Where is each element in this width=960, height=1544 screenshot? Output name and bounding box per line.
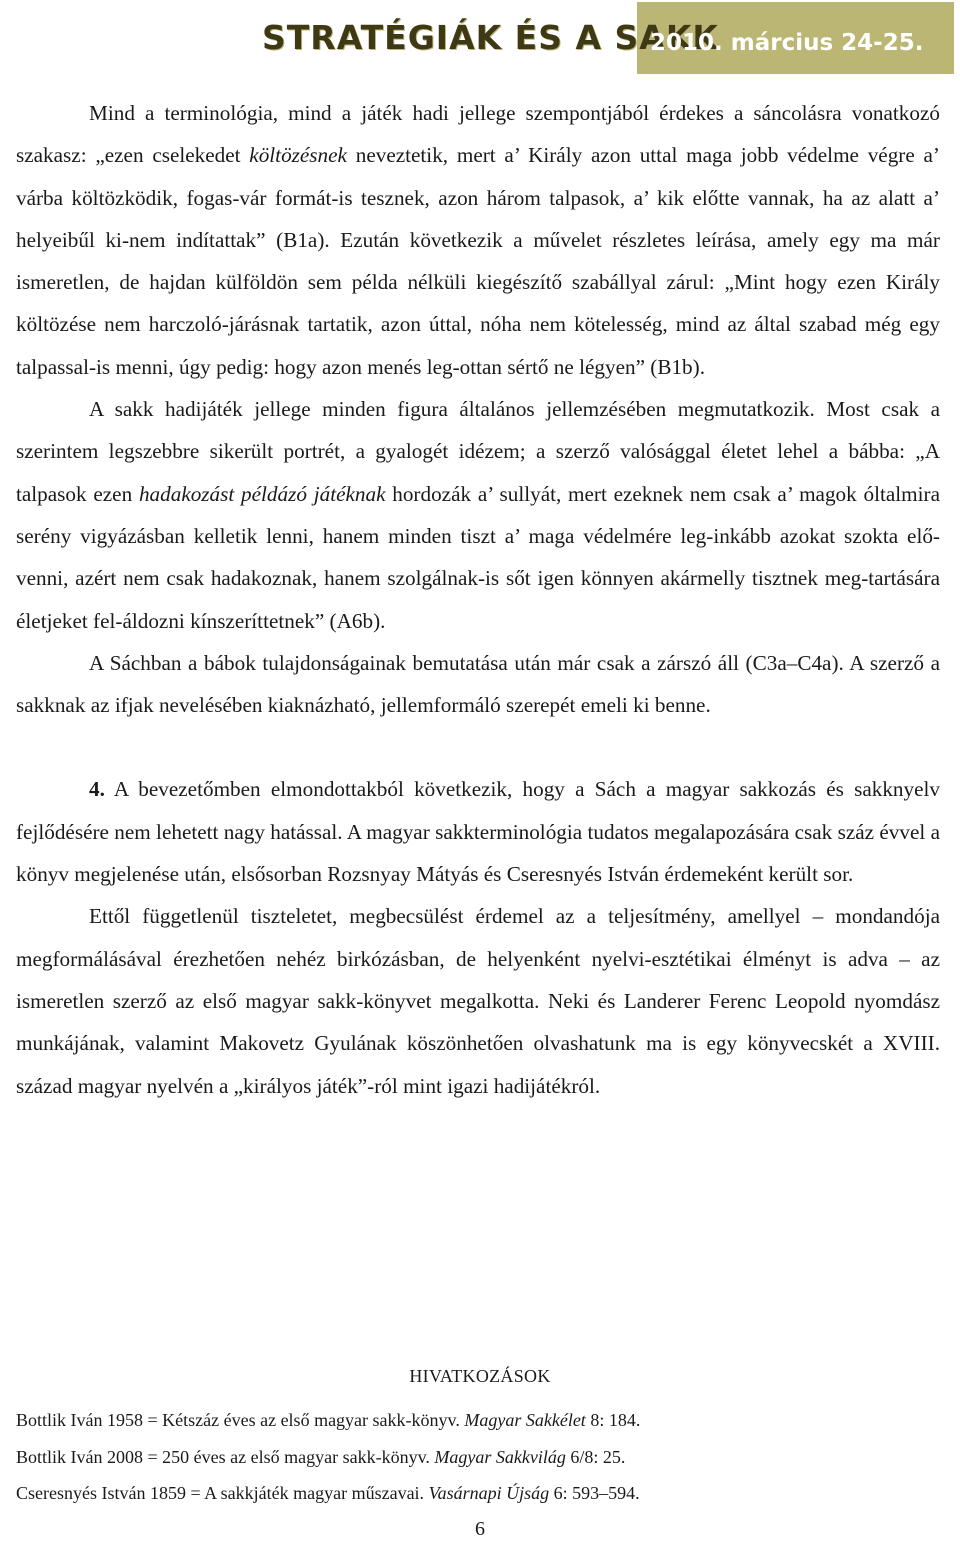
body-text <box>16 92 940 1107</box>
paragraph-2: A sakk hadijáték jellege minden figura általános jellemzésében megmutatkozik. Most csak a szerintem legszebbre sikerült portrét, a gyalogét idézem; a szerző valósággal életet lehel a bábba: „A talpasok ezen hadakozást példázó játéknak hordozák a’ sullyát, mert ezeknek nem csak a’ magok óltalmira serény vigyázásban kelletik lenni, hanem minden tiszt a’ maga védelmére leg-inkább azokat szokta elő-venni, azért nem csak hadakoznak, hanem szolgálnak-is sőt igen könnyen akármelly tisztnek meg-tartására életjeket fel-áldozni kínszeríttetnek” (A6b). <box>16 397 940 633</box>
header-title: STRATÉGIÁK ÉS A SAKK <box>262 18 719 57</box>
italic-phrase: hadakozást példázó játéknak <box>138 481 386 506</box>
references-list <box>16 1402 940 1512</box>
paragraph-1: Mind a terminológia, mind a játék hadi jellege szempontjából érdekes a sáncolásra vonatkozó szakasz: „ezen cselekedet költözésnek neveztetik, mert a’ Király azon uttal maga jobb védelme végre a’ várba költözködik, fogas-vár formát-is tesznek, azon három talpasok, a’ kik előtte vannak, ha az alatt a’ helyeibűl ki-nem indítattak” (B1a). Ezután következik a művelet részletes leírása, amely egy ma már ismeretlen, de hajdan külföldön sem példa nélküli kiegészítő szabállyal zárul: „Mint hogy ezen Király költözése nem harczoló-járásnak tartatik, azon úttal, nóha nem kötelesség, mind az által szabad még egy talpassal-is menni, úgy pedig: hogy azon menés leg-ottan sértő ne légyen” (B1b). <box>16 101 940 379</box>
paragraph-3: A Sáchban a bábok tulajdonságainak bemutatása után már csak a zárszó áll (C3a–C4a). A szerző a sakknak az ifjak nevelésében kiaknázható, jellemformáló szerepét emeli ki benne. <box>16 650 940 718</box>
section-gap <box>16 726 940 768</box>
italic-term: költözésnek <box>249 143 347 168</box>
page-header <box>0 0 960 80</box>
reference-item: Cseresnyés István 1859 = A sakkjáték magyar műszavai. Vasárnapi Újság 6: 593–594. <box>16 1483 640 1503</box>
reference-item: Bottlik Iván 1958 = Kétszáz éves az első magyar sakk-könyv. Magyar Sakkélet 8: 184. <box>16 1410 641 1430</box>
page-number: 6 <box>475 1518 485 1540</box>
paragraph-5: Ettől függetlenül tiszteletet, megbecsülést érdemel az a teljesítmény, amellyel – mondandója megformálásával érezhetően nehéz birkózásban, de helyenként nyelvi-esztétikai élményt is adva – az ismeretlen szerző az első magyar sakk-könyvet megalkotta. Neki és Landerer Ferenc Leopold nyomdász munkájának, valamint Makovetz Gyulának köszönhetően olvashatunk ma is egy könyvecskét a XVIII. század magyar nyelvén a „királyos játék”-ról mint igazi hadijátékról. <box>16 904 940 1098</box>
section-number: 4. <box>89 777 105 802</box>
paragraph-4: 4. A bevezetőmben elmondottakból következik, hogy a Sách a magyar sakkozás és sakknyelv fejlődésére nem lehetett nagy hatással. A magyar sakkterminológia tudatos megalapozására csak száz évvel a könyv megjelenése után, elsősorban Rozsnyay Mátyás és Cseresnyés István érdemeként került sor. <box>16 777 940 887</box>
header-date: 2010. március 24-25. <box>650 30 924 56</box>
references-heading: HIVATKOZÁSOK <box>409 1366 551 1386</box>
reference-item: Bottlik Iván 2008 = 250 éves az első magyar sakk-könyv. Magyar Sakkvilág 6/8: 25. <box>16 1446 626 1467</box>
